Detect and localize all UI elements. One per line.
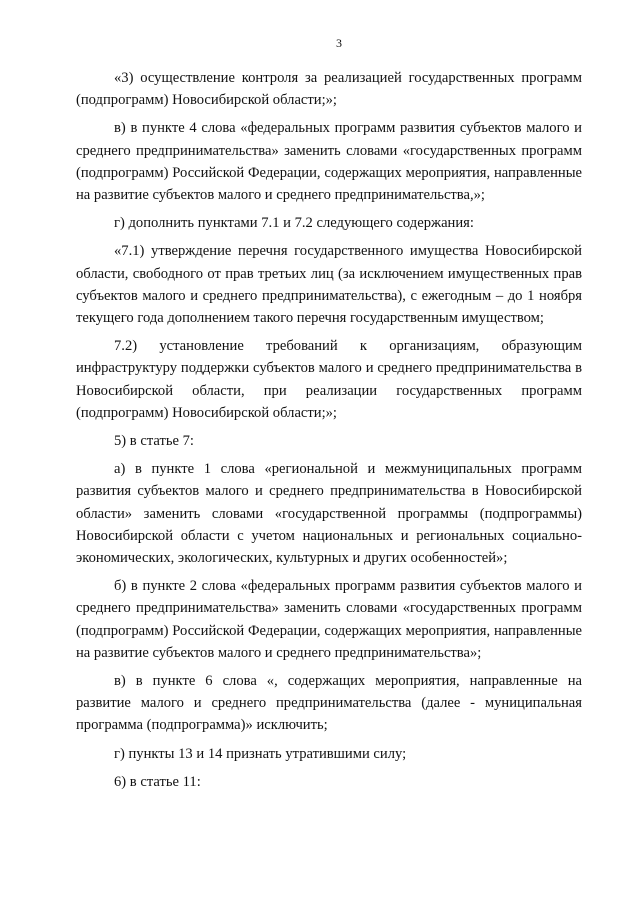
paragraph-9: в) в пункте 6 слова «, содержащих мероприятия, направленные на развитие малого и среднего предпринимательства (далее - муниципальная программа (подпрограмма)» исключить;: [76, 673, 582, 734]
paragraph-2: в) в пункте 4 слова «федеральных программ развития субъектов малого и среднего предпринимательства» заменить словами «государственных программ (подпрограмм) Российской Федерации, содержащих мероприятия, направленные на развитие субъектов малого и среднего предпринимательства,»;: [76, 120, 582, 204]
paragraph-8: б) в пункте 2 слова «федеральных программ развития субъектов малого и среднего предпринимательства» заменить словами «государственных программ (подпрограмм) Российской Федерации, содержащих мероприятия, направленные на развитие субъектов малого и среднего предпринимательства»;: [76, 578, 582, 661]
paragraph-11: 6) в статье 11:: [114, 773, 201, 790]
paragraph-7: а) в пункте 1 слова «региональной и межмуниципальных программ развития субъектов малого и среднего предпринимательства в Новосибирской области» заменить словами «государственной программы (подпрограммы) Новосибирской области с учетом национальных и региональных социально-экономических, экологических, культурных и других особенностей»;: [76, 461, 582, 567]
paragraph-10: г) пункты 13 и 14 признать утратившими силу;: [114, 745, 407, 762]
paragraph-4: «7.1) утверждение перечня государственного имущества Новосибирской области, свободного от прав третьих лиц (за исключением имущественных прав субъектов малого и среднего предпринимательства), с ежегодным – до 1 ноября текущего года дополнением такого перечня государственным имуществом;: [76, 243, 582, 327]
page-number: 3: [336, 36, 342, 50]
paragraph-5: 7.2) установление требований к организациям, образующим инфраструктуру поддержки субъектов малого и среднего предпринимательства в Новосибирской области, при реализации государственных программ (подпрограмм) Новосибирской области;»;: [76, 338, 582, 421]
paragraph-3: г) дополнить пунктами 7.1 и 7.2 следующего содержания:: [114, 215, 474, 232]
paragraph-6: 5) в статье 7:: [114, 433, 194, 450]
paragraph-1: «3) осуществление контроля за реализацией государственных программ (подпрограмм) Новосибирской области;»;: [76, 70, 582, 109]
